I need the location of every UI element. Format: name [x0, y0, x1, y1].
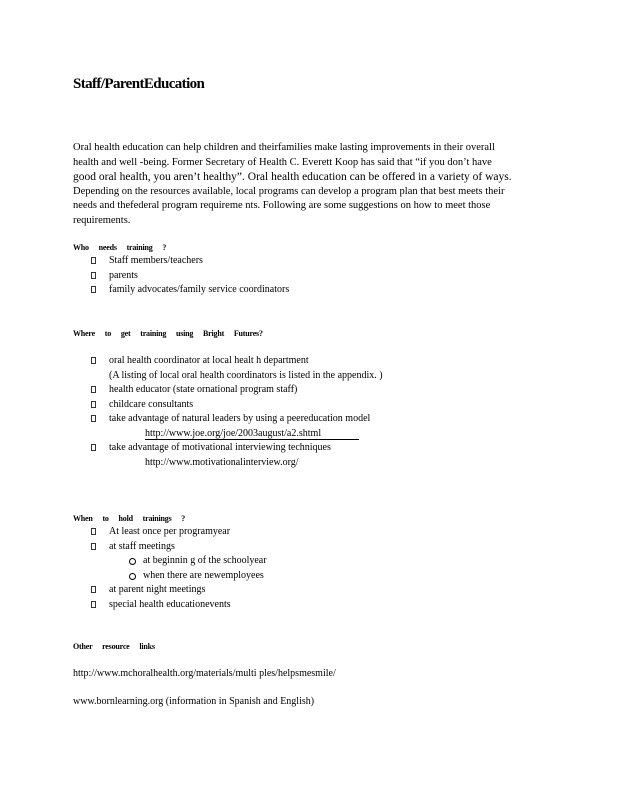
bornlearning-link[interactable]: www.bornlearning.org (information in Spanish and English) — [73, 696, 315, 707]
list-item: family advocates/family service coordinators — [91, 283, 289, 298]
list-item: health educator (state ornational program staff) — [91, 383, 383, 398]
list-item: oral health coordinator at local healt h department — [91, 354, 383, 369]
list-item: At least once per programyear — [91, 525, 267, 540]
who-heading: Who needs training ? — [73, 243, 167, 252]
list-item: childcare consultants — [91, 398, 383, 413]
list-item: special health educationevents — [91, 598, 267, 613]
intro-line: good oral health, you aren’t healthy”. Oral health education can be offered in a variety of ways. — [73, 171, 512, 183]
sub-list-item: when there are newemployees — [91, 569, 267, 584]
intro-line: needs and thefederal program requireme nts. Following are some suggestions on how to meet those — [73, 200, 491, 211]
peer-education-link[interactable]: http://www.joe.org/joe/2003august/a2.shtml — [145, 428, 359, 440]
list-item: Staff members/teachers — [91, 254, 289, 269]
who-list — [91, 254, 289, 298]
list-item: take advantage of motivational interviewing techniques — [91, 441, 383, 456]
sub-list-item: at beginnin g of the schoolyear — [91, 554, 267, 569]
where-heading: Where to get training using Bright Futures? — [73, 329, 263, 338]
when-list — [91, 525, 267, 612]
other-resources-heading: Other resource links — [73, 642, 155, 651]
list-item: at staff meetings — [91, 540, 267, 555]
when-heading: When to hold trainings ? — [73, 514, 186, 523]
motivational-interview-link[interactable]: http://www.motivationalinterview.org/ — [145, 456, 299, 468]
intro-paragraph — [73, 141, 553, 228]
intro-line: Depending on the resources available, local programs can develop a program plan that best meets their — [73, 185, 505, 197]
list-item-note: (A listing of local oral health coordinators is listed in the appendix. ) — [109, 369, 383, 381]
intro-line: requirements. — [73, 214, 131, 226]
list-item: parents — [91, 269, 289, 284]
mchoralhealth-link[interactable]: http://www.mchoralhealth.org/materials/multi ples/helpsmesmile/ — [73, 668, 336, 679]
where-list — [91, 354, 383, 470]
list-item: at parent night meetings — [91, 583, 267, 598]
intro-line: Oral health education can help children and theirfamilies make lasting improvements in their overall — [73, 142, 495, 153]
page-title: Staff/ParentEducation — [73, 76, 205, 92]
list-item: take advantage of natural leaders by using a peereducation model — [91, 412, 383, 427]
intro-line: health and well -being. Former Secretary of Health C. Everett Koop has said that “if you don’t have — [73, 156, 492, 168]
